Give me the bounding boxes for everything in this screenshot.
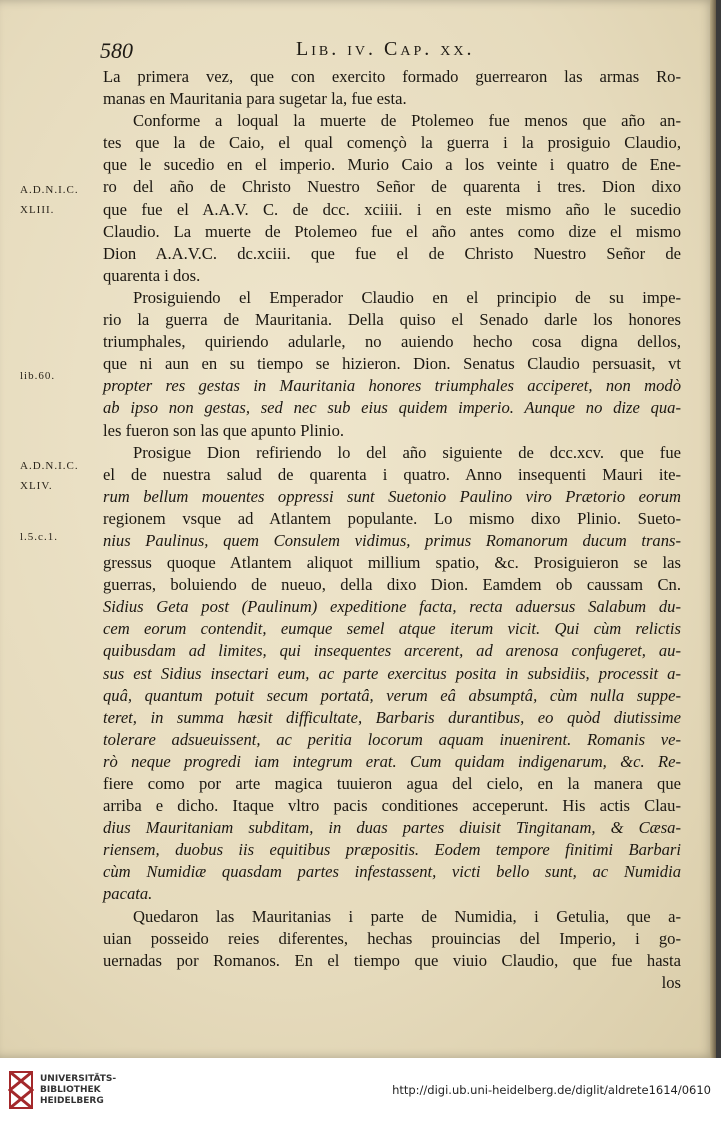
text-line: Claudio. La muerte de Ptolemeo fue el año antes como dize el mismo	[103, 221, 681, 241]
text-line: triumphales, quiriendo adularle, no auiendo hecho cosa digna dellos,	[103, 332, 681, 352]
text-line: que ni aun en su tiempo se hizieron. Dion. Senatus Claudio persuasit, vt	[103, 354, 681, 374]
margin-note-line: A.D.N.I.C.	[20, 184, 79, 196]
text-line: guerras, boluiendo de nueuo, della dixo Dion. Eamdem ob caussam Cn.	[103, 575, 681, 595]
text-line: el de nuestra salud de quarenta i quatro. Anno insequenti Mauri ite-	[103, 464, 681, 484]
margin-note-line: l.5.c.1.	[20, 531, 58, 543]
text-line: propter res gestas in Mauritania honores triumphales acciperet, non modò	[103, 376, 681, 396]
text-line: sus est Sidius insectari eum, ac parte exercitus posita in subsidiis, processit a-	[103, 663, 681, 683]
text-line: regionem vsque ad Atlantem populante. Lo mismo dixo Plinio. Sueto-	[103, 508, 681, 528]
text-line: quibusdam ad limites, qui insequentes arcerent, ad arenosa confugeret, au-	[103, 641, 681, 661]
library-name: UNIVERSITÄTS- BIBLIOTHEK HEIDELBERG	[40, 1074, 117, 1106]
text-line: quâ, quantum potuit secum portatâ, verum eâ absumptâ, cùm nulla suppe-	[103, 685, 681, 705]
text-line: Prosigue Dion refiriendo lo del año siguiente de dcc.xcv. que fue	[133, 442, 681, 462]
text-line: quarenta i dos.	[103, 265, 201, 285]
margin-note-year-43	[20, 183, 100, 217]
margin-note-line: XLIII.	[20, 204, 55, 216]
margin-note-l5c1	[20, 530, 100, 544]
page-spine-shadow	[710, 0, 716, 1058]
running-title: Lib. iv. Cap. xx.	[296, 38, 475, 60]
text-line: Prosiguiendo el Emperador Claudio en el principio de su impe-	[133, 287, 681, 307]
university-library-logo-icon	[8, 1068, 34, 1112]
text-line: que le sucedio en el imperio. Murio Caio a los veinte i quatro de Ene-	[103, 155, 681, 175]
text-line: dius Mauritaniam subditam, in duas partes diuisit Tingitanam, & Cæsa-	[103, 818, 681, 838]
margin-note-line: A.D.N.I.C.	[20, 460, 79, 472]
text-line: riensem, duobus iis equitibus præpositis. Eodem tempore finitimi Barbari	[103, 840, 681, 860]
text-line: tolerare adsueuissent, ac peritia locorum aquam inuenirent. Romanis ve-	[103, 729, 681, 749]
text-line: manas en Mauritania para sugetar la, fue esta.	[103, 89, 407, 109]
text-line: tes que la de Caio, el qual començò la guerra i la prosiguio Claudio,	[103, 133, 681, 153]
text-line: rum bellum mouentes oppressi sunt Suetonio Paulino viro Prætorio eorum	[103, 486, 681, 506]
text-line: La primera vez, que con exercito formado guerrearon las armas Ro-	[103, 67, 681, 86]
text-line: arriba e dicho. Itaque vltro pacis conditiones acceperunt. His actis Clau-	[103, 796, 681, 816]
text-line: teret, in summa hæsit difficultate, Barbaris durantibus, eo quòd diutissime	[103, 707, 681, 727]
text-line: rò neque progredi iam integrum erat. Cum quidam indigenarum, &c. Re-	[103, 751, 681, 771]
text-line: uian posseido reies diferentes, hechas prouincias del Imperio, i go-	[103, 928, 681, 948]
text-line: gressus quoque Atlantem aliquot millium spatio, &c. Prosiguieron se las	[103, 553, 681, 573]
text-line: Dion A.A.V.C. dc.xciii. que fue el de Christo Nuestro Señor de	[103, 243, 681, 263]
text-line: cùm Numidiæ quasdam partes infestassent, victi bello sunt, ac Numidia	[103, 862, 681, 882]
text-line: fiere como por arte magica tuuieron agua del cielo, en la manera que	[103, 774, 681, 793]
margin-note-line: lib.60.	[20, 370, 56, 382]
catchword: los	[661, 972, 681, 992]
text-line: cem eorum contendit, eumque semel atque iterum vicit. Qui cùm relictis	[103, 619, 681, 639]
text-line: uernadas por Romanos. En el tiempo que viuio Claudio, que fue hasta	[103, 950, 681, 970]
text-line: Conforme a loqual la muerte de Ptolemeo fue menos que año an-	[133, 111, 681, 131]
text-line: Sidius Geta post (Paulinum) expeditione facta, recta aduersus Salabum du-	[103, 597, 681, 617]
page-header	[100, 38, 690, 64]
text-line: ro del año de Christo Nuestro Señor de quarenta i tres. Dion dixo	[103, 177, 681, 197]
text-line: nius Paulinus, quem Consulem vidimus, primus Romanorum ducum trans-	[103, 530, 681, 550]
text-line: les fueron son las que apunto Plinio.	[103, 420, 345, 440]
permalink-url[interactable]: http://digi.ub.uni-heidelberg.de/diglit/aldrete1614/0610	[392, 1083, 711, 1097]
viewer-footer	[0, 1058, 721, 1122]
text-line: rio la guerra de Mauritania. Della quiso el Senado darle los honores	[103, 310, 681, 330]
text-line: pacata.	[103, 884, 153, 904]
text-line: Quedaron las Mauritanias i parte de Numidia, i Getulia, que a-	[133, 906, 681, 926]
margin-note-line: XLIV.	[20, 480, 53, 492]
page-number: 580	[100, 38, 133, 63]
margin-note-lib60	[20, 369, 100, 383]
text-line: ab ipso non gestas, sed nec sub eius quidem imperio. Aunque no dize qua-	[103, 398, 681, 418]
body-text	[103, 66, 681, 994]
margin-note-year-44	[20, 459, 100, 493]
text-line: que fue el A.A.V. C. de dcc. xciiii. i en este mismo año le sucedio	[103, 199, 681, 219]
